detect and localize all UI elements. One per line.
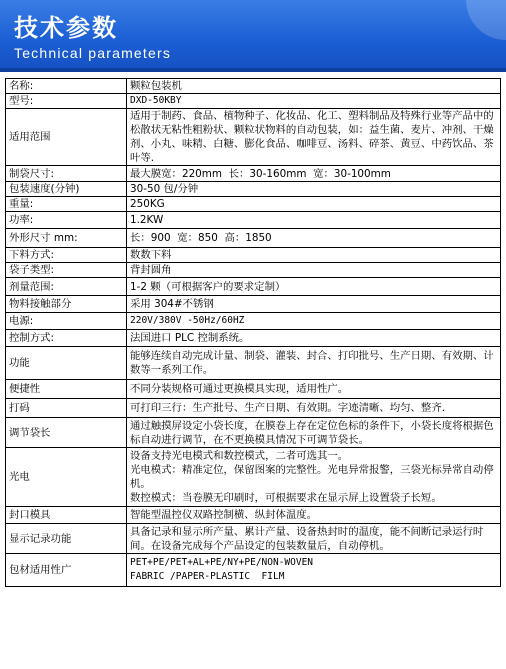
spec-row (6, 347, 501, 380)
spec-label: 物料接触部分 (6, 296, 127, 313)
spec-value: DXD-50KBY (127, 94, 501, 109)
spec-label: 名称: (6, 79, 127, 94)
spec-row (6, 263, 501, 278)
spec-row (6, 197, 501, 212)
spec-label: 功能 (6, 347, 127, 380)
spec-value: 1.2KW (127, 212, 501, 229)
spec-value: 智能型温控仪双路控制横、纵封体温度。 (127, 507, 501, 524)
spec-label: 显示记录功能 (6, 524, 127, 554)
spec-row (6, 418, 501, 448)
spec-row (6, 278, 501, 296)
banner-stripe (0, 68, 506, 72)
spec-row (6, 94, 501, 109)
spec-value: 数数下料 (127, 248, 501, 263)
spec-row (6, 380, 501, 399)
spec-value: 不同分装规格可通过更换模具实现，适用性广。 (127, 380, 501, 399)
spec-value: 220V/380V -50Hz/60HZ (127, 313, 501, 330)
spec-row (6, 313, 501, 330)
spec-row (6, 330, 501, 347)
spec-label: 便捷性 (6, 380, 127, 399)
spec-label: 适用范围 (6, 109, 127, 166)
spec-value: 最大膜宽：220mm 长：30-160mm 宽：30-100mm (127, 166, 501, 182)
spec-value: 设备支持光电模式和数控模式，二者可选其一。 光电模式：精准定位，保留图案的完整性。光电异常报警，三袋光标异常自动停机。 数控模式：当卷膜无印刷时，可根据要求在显示屏上设置袋子长短。 (127, 448, 501, 507)
spec-label: 型号: (6, 94, 127, 109)
spec-label: 包装速度(分钟) (6, 182, 127, 197)
spec-label: 包材适用性广 (6, 554, 127, 587)
spec-value: 背封圆角 (127, 263, 501, 278)
spec-value: 法国进口 PLC 控制系统。 (127, 330, 501, 347)
spec-label: 电源: (6, 313, 127, 330)
spec-label: 调节袋长 (6, 418, 127, 448)
spec-label: 制袋尺寸: (6, 166, 127, 182)
spec-value: 1-2 颗（可根据客户的要求定制） (127, 278, 501, 296)
banner-decoration (466, 0, 506, 40)
spec-row (6, 524, 501, 554)
spec-label: 封口模具 (6, 507, 127, 524)
spec-row (6, 182, 501, 197)
spec-label: 功率: (6, 212, 127, 229)
spec-value: 采用 304#不锈钢 (127, 296, 501, 313)
spec-row (6, 109, 501, 166)
spec-label: 打码 (6, 399, 127, 418)
spec-row (6, 166, 501, 182)
spec-label: 光电 (6, 448, 127, 507)
spec-label: 外形尺寸 mm: (6, 229, 127, 248)
header-banner (0, 0, 506, 72)
spec-value: 长：900 宽：850 高：1850 (127, 229, 501, 248)
spec-value: 具备记录和显示所产量、累计产量、设备热封时的温度，能不间断记录运行时间。在设备完成每个产品设定的包装数量后，自动停机。 (127, 524, 501, 554)
page-title: 技术参数 (14, 14, 118, 42)
spec-row (6, 507, 501, 524)
spec-label: 控制方式: (6, 330, 127, 347)
spec-row (6, 296, 501, 313)
spec-value: 适用于制药、食品、植物种子、化妆品、化工、塑料制品及特殊行业等产品中的松散状无粘性粗粉状、颗粒状物料的自动包装，如：益生菌、麦片、冲剂、干燥剂、小丸、味精、白糖、膨化食品、咖啡豆、汤料、碎茶、黄豆、中药饮品、茶叶等. (127, 109, 501, 166)
spec-row (6, 212, 501, 229)
page-subtitle: Technical parameters (14, 45, 172, 61)
spec-label: 剂量范围: (6, 278, 127, 296)
spec-label: 下料方式: (6, 248, 127, 263)
spec-label: 袋子类型: (6, 263, 127, 278)
spec-value: 可打印三行：生产批号、生产日期、有效期。字迹清晰、均匀、整齐. (127, 399, 501, 418)
spec-row (6, 399, 501, 418)
spec-value: 250KG (127, 197, 501, 212)
spec-table (5, 78, 501, 587)
spec-row (6, 448, 501, 507)
spec-value: 能够连续自动完成计量、制袋、灌装、封合、打印批号、生产日期、有效期、计数等一系列工作。 (127, 347, 501, 380)
spec-value: 颗粒包装机 (127, 79, 501, 94)
spec-row (6, 229, 501, 248)
spec-label: 重量: (6, 197, 127, 212)
spec-value: 30-50 包/分钟 (127, 182, 501, 197)
spec-row (6, 248, 501, 263)
spec-row (6, 79, 501, 94)
spec-value: PET+PE/PET+AL+PE/NY+PE/NON-WOVEN FABRIC /PAPER-PLASTIC FILM (127, 554, 501, 587)
spec-row (6, 554, 501, 587)
spec-value: 通过触摸屏设定小袋长度，在膜卷上存在定位色标的条件下，小袋长度将根据色标自动进行调节，在不更换模具情况下可调节袋长。 (127, 418, 501, 448)
